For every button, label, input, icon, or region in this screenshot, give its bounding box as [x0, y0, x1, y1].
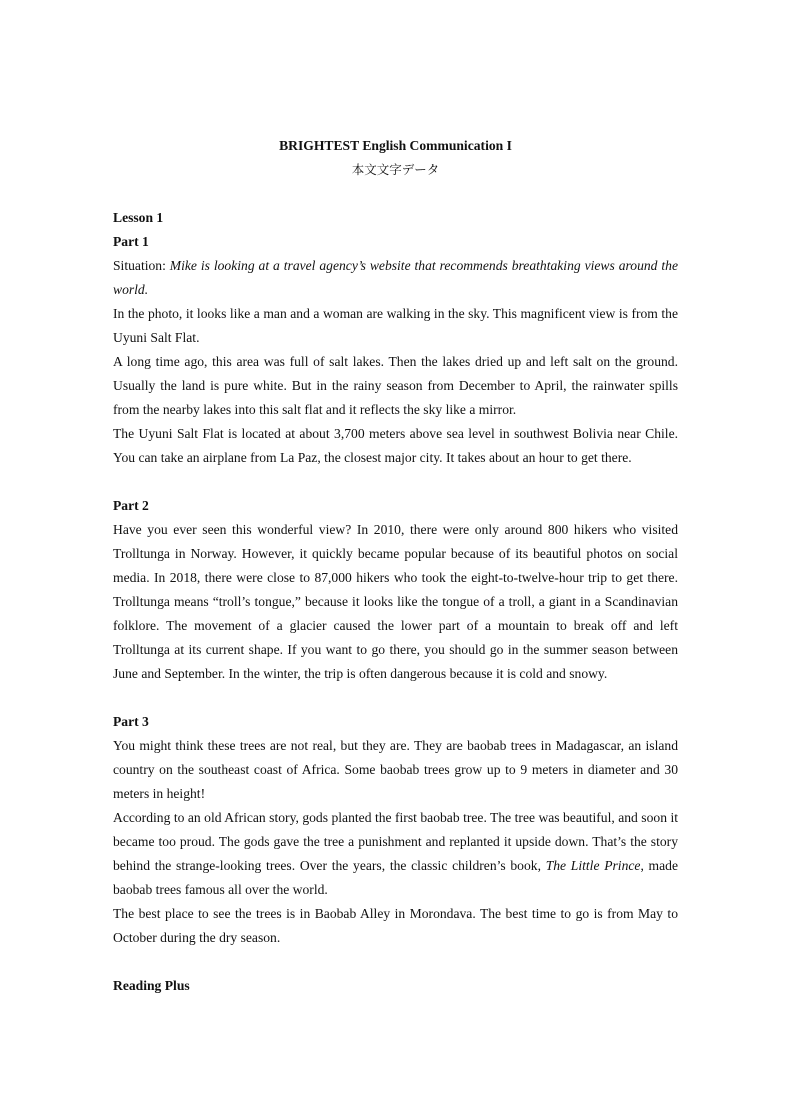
- situation-label: Situation:: [113, 258, 170, 273]
- part-3-paragraph-2-end: , made baobab trees famous all over the world.: [113, 858, 678, 897]
- part-3-paragraph-2-start: According to an old African story, gods planted the first baobab tree. The tree was beautiful, and soon it became too proud. The gods gave the tree a punishment and replanted it upside down. That’s the story behind the strange-looking trees. Over the years, the classic children’s book,: [113, 810, 678, 873]
- part-3: [113, 710, 678, 950]
- part-3-paragraph-3: The best place to see the trees is in Baobab Alley in Morondava. The best time to go is from May to October during the dry season.: [113, 906, 678, 945]
- lesson-heading: Lesson 1: [113, 210, 164, 225]
- situation-text: Mike is looking at a travel agency’s website that recommends breathtaking views around the world.: [113, 258, 678, 297]
- document-page: [113, 134, 678, 1022]
- part-1-paragraph-3: The Uyuni Salt Flat is located at about 3,700 meters above sea level in southwest Bolivia near Chile. You can take an airplane from La Paz, the closest major city. It takes about an hour to get there.: [113, 426, 678, 465]
- part-3-paragraph-2: [113, 806, 678, 902]
- document-title: BRIGHTEST English Communication I: [279, 138, 512, 153]
- book-title: The Little Prince: [545, 858, 641, 873]
- part-2: [113, 494, 678, 686]
- part-2-paragraph-1: Have you ever seen this wonderful view? In 2010, there were only around 800 hikers who visited Trolltunga in Norway. However, it quickly became popular because of its beautiful photos on social media. In 2018, there were close to 87,000 hikers who took the eight-to-twelve-hour trip to get there. Trolltunga means “troll’s tongue,” because it looks like the tongue of a troll, a giant in a Scandinavian folklore. The movement of a glacier caused the lower part of a mountain to break off and left Trolltunga at its current shape. If you want to go there, you should go in the summer season between June and September. In the winter, the trip is often dangerous because it is cold and snowy.: [113, 522, 678, 681]
- part-1-heading: Part 1: [113, 234, 149, 249]
- part-3-heading: Part 3: [113, 714, 149, 729]
- title-block: [113, 134, 678, 182]
- part-2-heading: Part 2: [113, 498, 149, 513]
- document-subtitle: 本文文字データ: [351, 162, 440, 177]
- reading-plus-heading: Reading Plus: [113, 978, 190, 993]
- part-1-paragraph-1: In the photo, it looks like a man and a woman are walking in the sky. This magnificent view is from the Uyuni Salt Flat.: [113, 306, 678, 345]
- reading-plus: [113, 974, 678, 998]
- part-3-paragraph-1: You might think these trees are not real, but they are. They are baobab trees in Madagascar, an island country on the southeast coast of Africa. Some baobab trees grow up to 9 meters in diameter and 30 meters in height!: [113, 738, 678, 801]
- part-1-paragraph-2: A long time ago, this area was full of salt lakes. Then the lakes dried up and left salt on the ground. Usually the land is pure white. But in the rainy season from December to April, the rainwater spills from the nearby lakes into this salt flat and it reflects the sky like a mirror.: [113, 354, 678, 417]
- lesson-1-part-1: [113, 206, 678, 470]
- situation-paragraph: [113, 254, 678, 302]
